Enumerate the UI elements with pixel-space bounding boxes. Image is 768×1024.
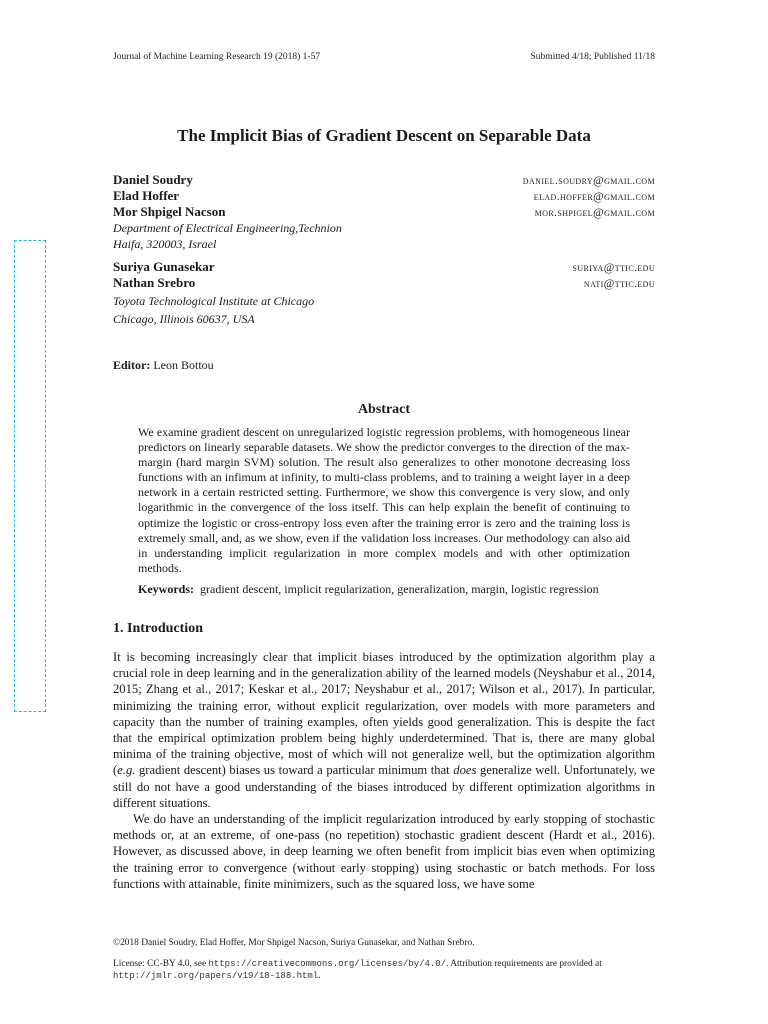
author-row [113, 275, 655, 291]
selection-region-box [14, 240, 46, 712]
author-group-2 [113, 259, 655, 327]
author-email: suriya@ttic.edu [572, 262, 655, 274]
editor-line [113, 358, 214, 373]
keywords-label: Keywords: [138, 582, 194, 596]
affiliation-line: Toyota Technological Institute at Chicago [113, 294, 315, 308]
author-name: Daniel Soudry [113, 172, 193, 187]
author-row [113, 204, 655, 220]
license-end: . [318, 971, 321, 981]
author-row [113, 259, 655, 275]
intro-paragraph-1 [113, 649, 655, 811]
intro-emphasis: does [453, 763, 477, 778]
license-mid: . Attribution requirements are provided at [446, 958, 602, 969]
author-row [113, 188, 655, 204]
submission-dates: Submitted 4/18; Published 11/18 [530, 52, 655, 62]
section-heading: 1. Introduction [113, 621, 203, 636]
intro-paragraph-2: We do have an understanding of the implicit regularization introduced by early stopping of stochastic methods or, at an extreme, of one-pass (no repetition) stochastic gradient descent (Hardt et al., 2016). However, as discussed above, in deep learning we often benefit from implicit bias even when optimizing the training error to convergence (without early stopping) using stochastic or batch methods. For loss functions with attainable, finite minimizers, such as the squared loss, we have some [113, 812, 655, 891]
author-group-1 [113, 172, 655, 252]
abstract-text: We examine gradient descent on unregularized logistic regression problems, with homogeneous linear predictors on linearly separable datasets. We show the predictor converges to the direction of the max-margin (hard margin SVM) solution. The result also generalizes to other monotone decreasing loss functions with an infimum at infinity, to multi-class problems, and to training a weight layer in a deep network in a certain restricted setting. Furthermore, we show this convergence is very slow, and only logarithmic in the convergence of the loss itself. This can help explain the benefit of continuing to optimize the logistic or cross-entropy loss even after the training error is zero and the training loss is extremely small, and, as we show, even if the validation loss increases. Our methodology can also aid in understanding implicit regularization in more complex models and with other optimization methods. [138, 425, 630, 575]
journal-header: Journal of Machine Learning Research 19 (2018) 1-57 [113, 52, 321, 62]
intro-emphasis: e.g. [117, 763, 136, 778]
footnote [113, 937, 655, 983]
author-email: daniel.soudry@gmail.com [522, 175, 655, 187]
affiliation-line: Chicago, Illinois 60637, USA [113, 312, 255, 326]
introduction-body [113, 649, 655, 892]
author-email: nati@ttic.edu [583, 278, 655, 290]
keywords-line [138, 582, 630, 597]
author-name: Elad Hoffer [113, 188, 180, 203]
affiliation-line: Department of Electrical Engineering,Technion [113, 221, 342, 235]
author-email: mor.shpigel@gmail.com [534, 207, 655, 219]
affiliation-line: Haifa, 320003, Israel [113, 237, 217, 251]
abstract-heading: Abstract [357, 402, 411, 417]
license-link[interactable]: https://creativecommons.org/licenses/by/4.0/ [208, 958, 447, 969]
intro-text: generalize well. Unfortunately, we still do not have a good understanding of the biases introduced by different optimization algorithms in different situations. [113, 763, 655, 810]
keywords-text: gradient descent, implicit regularization, generalization, margin, logistic regression [200, 582, 599, 596]
author-name: Suriya Gunasekar [113, 259, 215, 274]
editor-label: Editor: [113, 358, 151, 372]
intro-text: It is becoming increasingly clear that implicit biases introduced by the optimization algorithm play a crucial role in deep learning and in the generalization ability of the learned models (Neyshabur et al., 2014, 2015; Zhang et al., 2017; Keskar et al., 2017; Neyshabur et al., 2017; Wilson et al., 2017). In particular, minimizing the training error, without explicit regularization, over models with more parameters and capacity than the number of training examples, often yields good generalization. This is despite the fact that the empirical optimization problem being highly underdetermined. That is, there are many global minima of the training objective, most of which will not generalize well, but the optimization algorithm ( [113, 650, 655, 778]
paper-title: The Implicit Bias of Gradient Descent on Separable Data [177, 126, 591, 145]
author-email: elad.hoffer@gmail.com [533, 191, 655, 203]
intro-text: gradient descent) biases us toward a particular minimum that [135, 763, 454, 778]
author-name: Nathan Srebro [113, 275, 196, 290]
editor-name: Leon Bottou [153, 358, 214, 372]
license-line [113, 958, 655, 983]
copyright-line: ©2018 Daniel Soudry, Elad Hoffer, Mor Shpigel Nacson, Suriya Gunasekar, and Nathan Srebro. [113, 938, 475, 948]
author-row [113, 172, 655, 188]
paper-link[interactable]: http://jmlr.org/papers/v19/18-188.html [113, 971, 319, 981]
author-name: Mor Shpigel Nacson [113, 204, 226, 219]
license-prefix: License: CC-BY 4.0, see [113, 958, 209, 969]
